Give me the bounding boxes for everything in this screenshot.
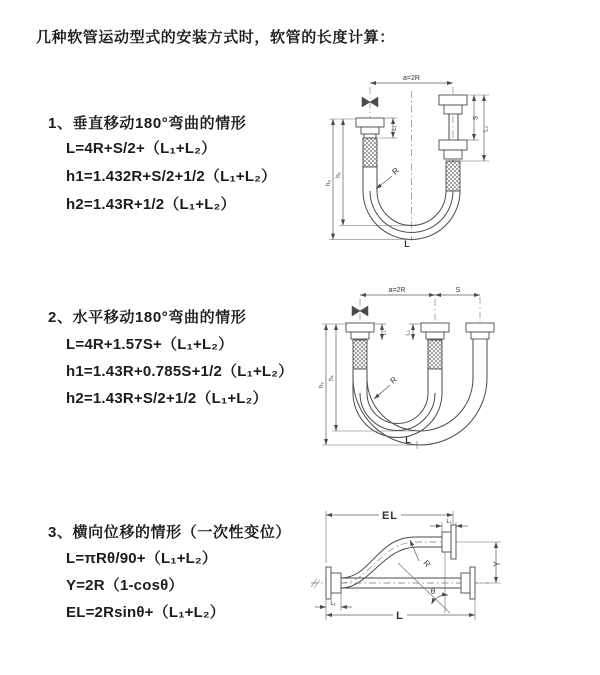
braid-section xyxy=(363,138,377,167)
left-fitting xyxy=(346,323,374,369)
hose-u-original xyxy=(353,369,442,438)
diagram-horizontal-180-bend xyxy=(310,283,600,455)
page-title: 几种软管运动型式的安装方式时，软管的长度计算： xyxy=(36,29,395,46)
dim-label-h2: h₂ xyxy=(325,179,332,187)
dim-label-a2r: a=2R xyxy=(388,287,406,294)
radius-label: R xyxy=(390,165,401,177)
dim-label-y: Y xyxy=(492,561,502,567)
braid-section xyxy=(353,340,367,369)
dim-label-l1: L₁ xyxy=(392,125,398,131)
left-fitting xyxy=(356,118,384,167)
section-2-formula-h1: h1=1.43R+0.785S+1/2（L₁+L₂） xyxy=(66,363,294,380)
length-label: L xyxy=(405,435,411,445)
section-2-formula-h2: h2=1.43R+S/2+1/2（L₁+L₂） xyxy=(66,390,268,407)
section-2-heading: 2、水平移动180°弯曲的情形 xyxy=(48,309,247,326)
dim-label-l2: L₂ xyxy=(483,126,490,132)
section-3-heading: 3、横向位移的情形（一次性变位） xyxy=(48,524,291,541)
middle-fitting xyxy=(421,323,449,369)
section-1-heading: 1、垂直移动180°弯曲的情形 xyxy=(48,115,247,132)
displaced-flange xyxy=(442,525,456,559)
dim-label-l: L xyxy=(396,610,404,622)
radius-label: R xyxy=(421,558,433,569)
right-fitting xyxy=(439,95,467,191)
section-3-formula-EL: EL=2Rsinθ+（L₁+L₂） xyxy=(66,604,225,621)
left-flange xyxy=(326,567,341,599)
dim-label-s: S xyxy=(472,115,480,121)
radius-label: R xyxy=(388,374,399,386)
dim-label-l1-top: L₁ xyxy=(446,519,452,525)
section-3-formula-L: L=πRθ/90+（L₁+L₂） xyxy=(66,550,218,567)
dim-label-s: S xyxy=(455,287,461,294)
dim-label-el: EL xyxy=(381,510,399,522)
dim-label-h1: h₁ xyxy=(328,375,335,381)
dim-label-l2: L₂ xyxy=(405,330,412,336)
dim-label-h2: h₂ xyxy=(318,381,325,389)
angle-label: θ xyxy=(430,587,436,596)
section-2-formula-L: L=4R+1.57S+（L₁+L₂） xyxy=(66,336,234,353)
diagram-lateral-displacement xyxy=(303,503,600,658)
braid-section xyxy=(446,161,460,191)
dim-label-l1-bottom: L₁ xyxy=(330,601,336,607)
dim-label-h1: h₁ xyxy=(335,172,342,178)
break-mark xyxy=(311,579,320,588)
length-label: L xyxy=(404,239,410,249)
dim-label-l1: L₁ xyxy=(381,330,388,336)
section-1-formula-h2: h2=1.43R+1/2（L₁+L₂） xyxy=(66,196,236,213)
diagram-vertical-180-bend xyxy=(313,73,591,258)
braid-section xyxy=(428,340,442,369)
dim-label-a2r: a=2R xyxy=(403,75,420,82)
section-1-formula-L: L=4R+S/2+（L₁+L₂） xyxy=(66,140,217,157)
section-1-formula-h1: h1=1.432R+S/2+1/2（L₁+L₂） xyxy=(66,168,277,185)
section-3-formula-Y: Y=2R（1-cosθ） xyxy=(66,577,184,594)
right-fitting xyxy=(466,323,494,353)
